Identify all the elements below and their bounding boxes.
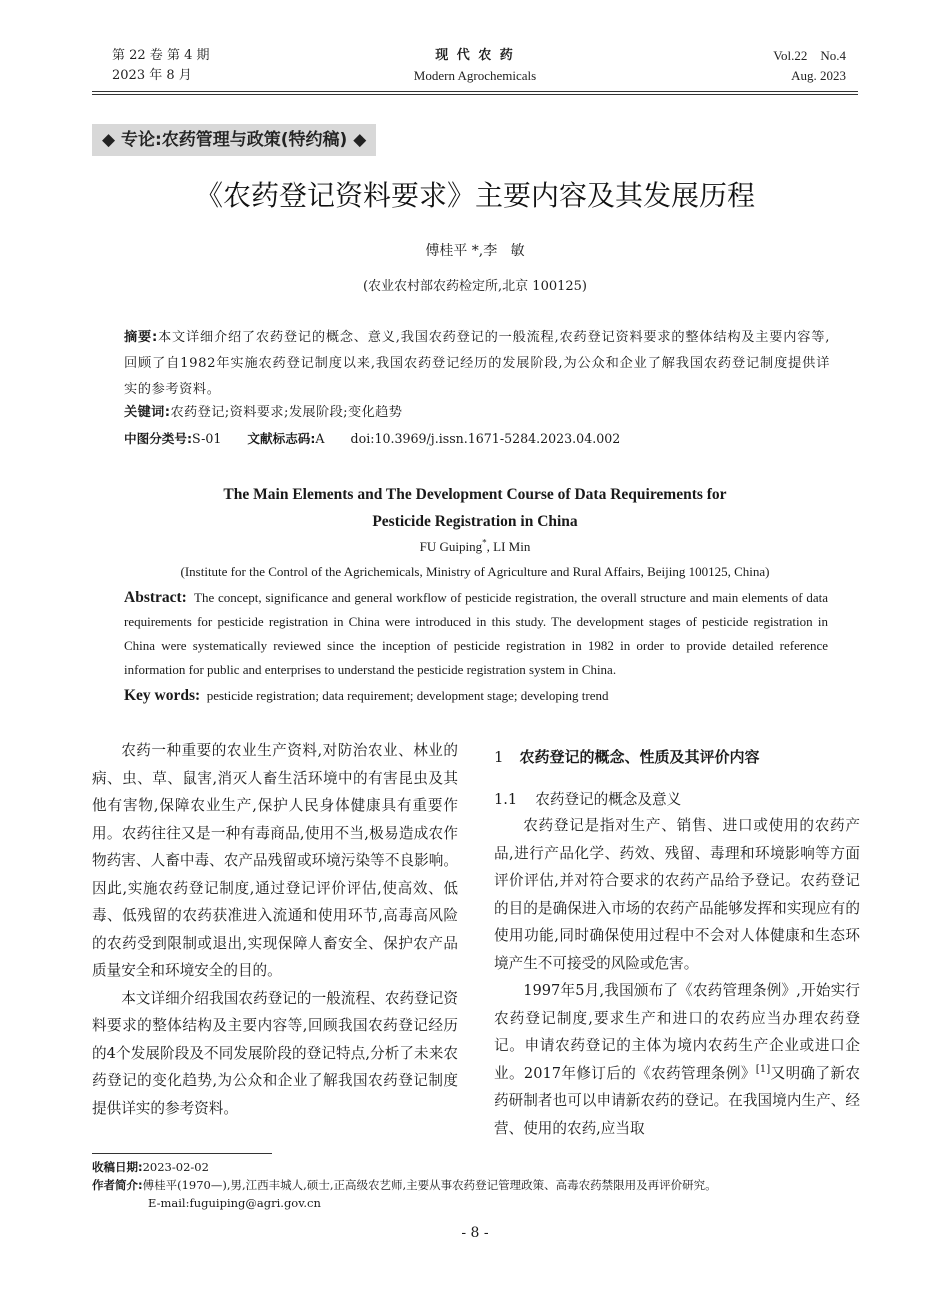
keywords-cn-label: 关键词: xyxy=(124,405,171,420)
authors-en xyxy=(0,538,950,556)
header-date-en: Aug. 2023 xyxy=(791,68,846,83)
page-number: - 8 - xyxy=(461,1225,489,1241)
section-1-title: 农药登记的概念、性质及其评价内容 xyxy=(519,748,760,766)
header-journal-cn: 现 代 农 药 xyxy=(435,48,515,63)
abstract-cn xyxy=(124,325,830,403)
author-bio: 傅桂平(1970—),男,江西丰城人,硕士,正高级农艺师,主要从事农药登记管理政策、高毒农药禁限用及再评价研究。 xyxy=(142,1178,717,1192)
reference-mark: [1] xyxy=(755,1063,771,1075)
doi-label: doi: xyxy=(350,431,375,446)
header-journal-en: Modern Agrochemicals xyxy=(413,68,537,83)
received-date: 2023-02-02 xyxy=(142,1160,209,1174)
doc-code-label: 文献标志码: xyxy=(247,431,316,446)
body-left-column xyxy=(92,737,458,1122)
abstract-en xyxy=(124,586,828,682)
section-1-1-heading xyxy=(494,789,681,811)
author-bio-label: 作者简介: xyxy=(92,1178,143,1192)
abstract-cn-text: 本文详细介绍了农药登记的概念、意义,我国农药登记的一般流程,农药登记资料要求的整体结构及主要内容等,回顾了自1982年实施农药登记制度以来,我国农药登记经历的发展阶段,为公众和企业了解我国农药登记制度提供详实的参考资料。 xyxy=(124,330,830,397)
section-1-heading xyxy=(494,746,760,768)
header-volume-en: Vol.22 No.4 xyxy=(773,48,846,63)
keywords-en xyxy=(124,684,828,708)
header-date-cn: 2023 年 8 月 xyxy=(112,68,192,83)
body-paragraph: 农药一种重要的农业生产资料,对防治农业、林业的病、虫、草、鼠害,消灭人畜生活环境中的有害昆虫及其他有害物,保障农业生产,保护人民身体健康具有重要作用。农药往往又是一种有毒商品,使用不当,极易造成农作物药害、人畜中毒、农产品残留或环境污染等不良影响。因此,实施农药登记制度,通过登记评价评估,使高效、低毒、低残留的农药获准进入流通和使用环节,高毒高风险的农药受到限制或退出,实现保障人畜安全、保护农产品质量安全和环境安全的目的。 xyxy=(92,742,458,979)
affiliation-en: (Institute for the Control of the Agrichemicals, Ministry of Agriculture and Rural Affairs, Beijing 100125, China) xyxy=(180,564,770,579)
corresponding-mark: * xyxy=(482,537,487,548)
article-title-en xyxy=(0,481,950,535)
footnote-author xyxy=(92,1176,858,1194)
keywords-en-text: pesticide registration; data requirement; development stage; developing trend xyxy=(206,688,609,703)
header-rule-2 xyxy=(92,94,858,95)
header-right xyxy=(773,46,846,86)
keywords-cn-text: 农药登记;资料要求;发展阶段;变化趋势 xyxy=(170,405,403,420)
section-1-1-number: 1.1 xyxy=(494,791,518,808)
header-volume-cn: 第 22 卷 第 4 期 xyxy=(112,48,210,63)
authors-en-first: FU Guiping xyxy=(419,539,483,554)
classification-line xyxy=(124,429,830,449)
clc-value: S-01 xyxy=(192,431,222,446)
body-paragraph xyxy=(494,977,860,1142)
column-label: ◆ 专论:农药管理与政策(特约稿) ◆ xyxy=(92,124,376,156)
clc-label: 中图分类号: xyxy=(124,431,193,446)
authors-en-rest: , LI Min xyxy=(486,539,531,554)
article-title-cn: 《农药登记资料要求》主要内容及其发展历程 xyxy=(194,179,755,212)
title-en-line-1: The Main Elements and The Development Course of Data Requirements for xyxy=(223,486,727,503)
body-paragraph: 本文详细介绍我国农药登记的一般流程、农药登记资料要求的整体结构及主要内容等,回顾我国农药登记经历的4个发展阶段及不同发展阶段的登记特点,分析了未来农药登记的变化趋势,为公众和企业了解我国农药登记制度提供详实的参考资料。 xyxy=(92,989,458,1117)
header-rule xyxy=(92,91,858,92)
body-text: 1997年5月,我国颁布了《农药管理条例》,开始实行农药登记制度,要求生产和进口的农药应当办理农药登记。申请农药登记的主体为境内农药生产企业或进口企业。2017年修订后的《农药管理条例》 xyxy=(494,982,860,1082)
affiliation-cn: (农业农村部农药检定所,北京 100125) xyxy=(362,279,588,294)
authors-cn: 傅桂平 *,李 敏 xyxy=(425,243,525,259)
section-1-1-title: 农药登记的概念及意义 xyxy=(535,791,682,808)
title-en-line-2: Pesticide Registration in China xyxy=(372,513,578,530)
received-label: 收稿日期: xyxy=(92,1160,143,1174)
body-text: 又明确了新农药研制者也可以申请新农药的登记。在我国境内生产、经营、使用的农药,应当取 xyxy=(494,1064,860,1137)
keywords-en-label: Key words: xyxy=(124,687,201,704)
keywords-cn xyxy=(124,402,830,424)
doc-code-value: A xyxy=(315,431,325,446)
section-1-number: 1 xyxy=(494,748,504,766)
abstract-en-text: The concept, significance and general workflow of pesticide registration, the overall structure and main elements of data requirements for pesticide registration in China were introduced in this study. The development stages of pesticide registration in China were systematically reviewed since the inception of pesticide registration in 1982 in order to provide detailed reference information for public and enterprises to understand the pesticide registration system in China. xyxy=(124,590,828,677)
footnote-received xyxy=(92,1158,858,1176)
abstract-cn-label: 摘要: xyxy=(124,330,158,345)
body-paragraph: 农药登记是指对生产、销售、进口或使用的农药产品,进行产品化学、药效、残留、毒理和环境影响等方面评价评估,并对符合要求的农药产品给予登记。农药登记的目的是确保进入市场的农药产品能够发挥和实现应有的使用功能,同时确保使用过程中不会对人体健康和生态环境产生不可接受的风险或危害。 xyxy=(494,817,860,972)
footnote-email: E-mail:fuguiping@agri.gov.cn xyxy=(148,1196,321,1210)
body-right-column xyxy=(494,812,860,1142)
abstract-en-label: Abstract: xyxy=(124,589,187,606)
doi-value: 10.3969/j.issn.1671-5284.2023.04.002 xyxy=(374,431,621,446)
footnote-rule xyxy=(92,1153,272,1154)
